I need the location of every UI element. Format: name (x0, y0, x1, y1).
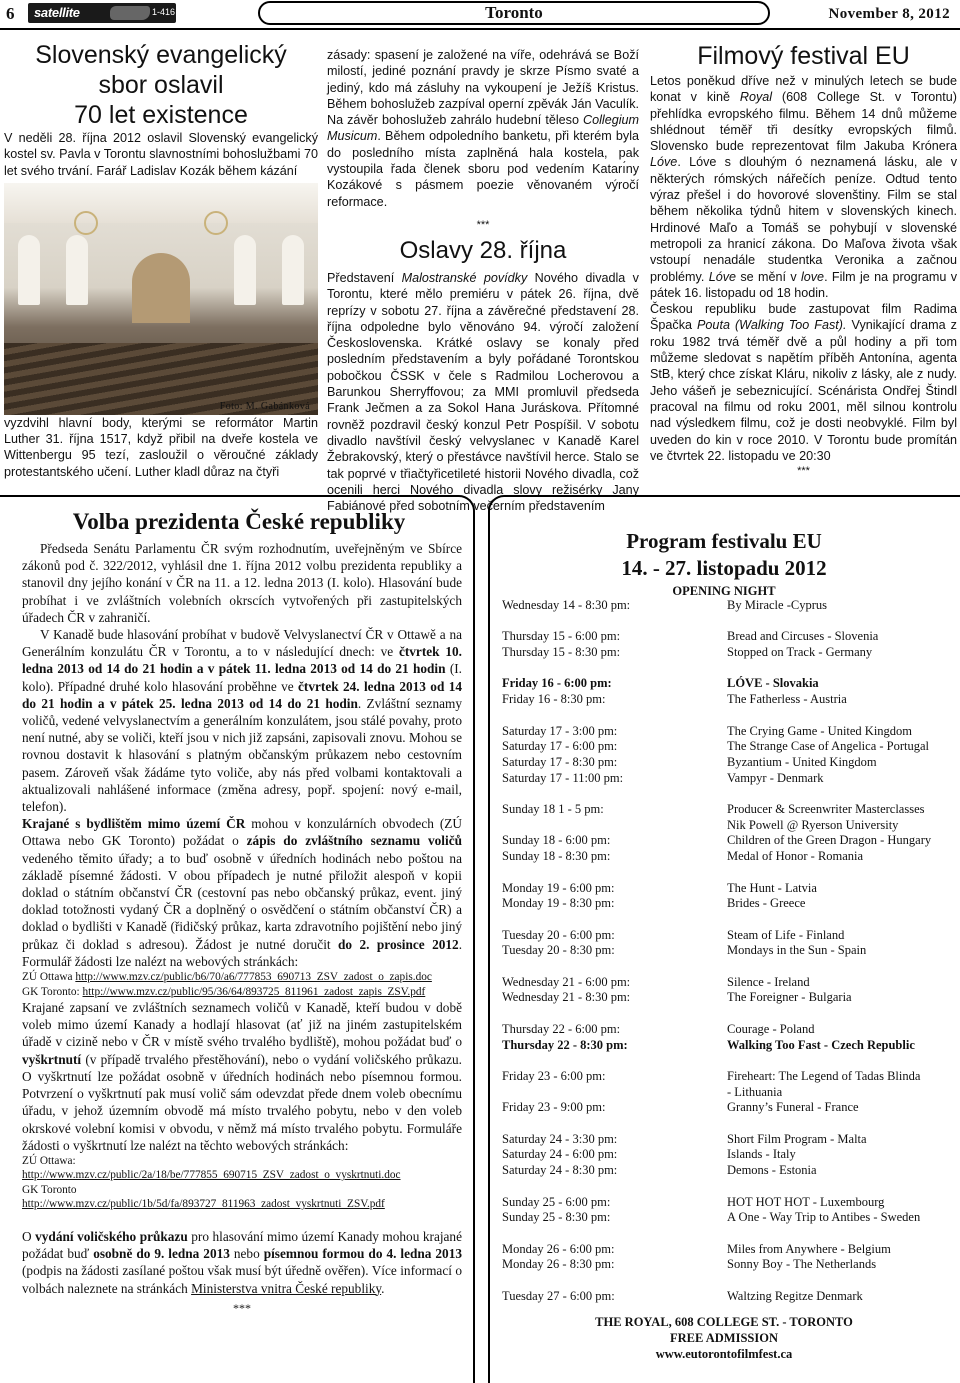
second-round-dates: čtvrtek 24. ledna 2013 od 14 do 21 hodin a v pátek 25. ledna 2013 od 14 do 21 hodin (22, 678, 462, 711)
photo-chandelier (74, 211, 98, 235)
text-run: Nového divadla v Torontu, které mělo premiéru v pátek 26. října, dvě reprízy v sobotu 27. října a závěrečné představení 28. října odpoledne bylo věnováno 94. výročí založení Československa. Krátké oslavy se konaly před posledním představením a byly pořádané Torontskou pobočkou ČSSK v čele s Radmilou Locherovou a Barunkou Sherryffovou; za MMI promluvil předseda Frank Ječmen a za Sokol Hana Juráskova. Přítomné rovněž pozdravil český konzul Petr Pospíšil. V sobotu divadlo navštívil český velvyslanec v Kanadě Karel Žebrakovský, který o přestávce navštívil herce. Stalo se tak poprvé v třiačtyřicetileté historii Nového divadla, což ocenili herci Nového divadla slovy režisérky Jany Fabiánové před sobotním večerním představením (327, 270, 639, 514)
emphasis: vyškrtnutí (22, 1051, 82, 1067)
satellite-logo (28, 3, 176, 23)
screening-film: Nik Powell @ Ryerson University (727, 817, 899, 832)
screening-row (502, 739, 952, 755)
photo-window (282, 235, 304, 305)
screening-row (502, 881, 952, 897)
text-run: Českou republiku bude zastupovat film Radima Špačka (650, 302, 957, 333)
emphasis: osobně do 9. ledna 2013 (93, 1246, 230, 1262)
screening-time: Monday 26 - 8:30 pm: (502, 1257, 615, 1272)
screening-time: Thursday 22 - 6:00 pm: (502, 1021, 621, 1036)
link-line (22, 985, 462, 1000)
screening-film: Medal of Honor - Romania (727, 849, 864, 864)
screening-film: Vampyr - Denmark (727, 770, 824, 785)
schedule-gap (502, 708, 952, 724)
screening-time: Friday 16 - 6:00 pm: (502, 676, 612, 691)
text-run: (I. kolo). Případné druhé kolo hlasování proběhne ve (22, 661, 462, 694)
schedule-gap (502, 1179, 952, 1195)
program-footer (488, 1314, 960, 1362)
text-run: se mění v (736, 269, 801, 284)
screening-film: Courage - Poland (727, 1021, 815, 1036)
text-run: . Během odpoledního banketu, při kterém byla do posledního místa zaplněná hala kostela, pak vystoupila řada členek sboru pod vedením Katarı́ny Kozákové s pásmem poezie věnovaném výročí reformace. (327, 129, 639, 209)
photo-window (18, 235, 40, 305)
registration-link-ottawa[interactable]: http://www.mzv.cz/public/b6/70/a6/777853_690713_ZSV_zadost_o_zapis.doc (75, 971, 432, 984)
screening-row (502, 1147, 952, 1163)
link-label: ZÚ Ottawa: (22, 1154, 76, 1167)
film-title: Lóve (708, 269, 737, 284)
text-run: . Film je na programu v pátek 16. listopadu od 18 hodin. (650, 269, 958, 300)
screening-film: The Foreigner - Bulgaria (727, 990, 852, 1005)
slovak-continuation (327, 47, 639, 210)
screening-time: Friday 16 - 8:30 pm: (502, 692, 606, 707)
film-paragraph-1 (650, 73, 957, 301)
screening-film: Silence - Ireland (727, 974, 810, 989)
screening-time: Sunday 18 - 8:30 pm: (502, 849, 611, 864)
screening-schedule (502, 598, 952, 1304)
schedule-gap (502, 959, 952, 975)
city-banner: Toronto (258, 1, 770, 25)
election-paragraph-2 (22, 626, 462, 815)
screening-time: Monday 19 - 8:30 pm: (502, 896, 615, 911)
schedule-gap (502, 614, 952, 630)
screening-film: Short Film Program - Malta (727, 1131, 867, 1146)
screening-time: Saturday 17 - 8:30 pm: (502, 754, 618, 769)
screening-row (502, 1210, 952, 1226)
screening-time: Saturday 24 - 6:00 pm: (502, 1147, 618, 1162)
film-title: Lóve (650, 155, 678, 170)
oslavy-paragraph (327, 270, 639, 514)
screening-time: Sunday 25 - 6:00 pm: (502, 1194, 611, 1209)
text-run: Letos poněkud dříve než v minulých letech se bude konat v kině (650, 74, 957, 105)
screening-time: Wednesday 14 - 8:30 pm: (502, 598, 631, 612)
screening-row (502, 1242, 952, 1258)
election-paragraph-1: Předseda Senátu Parlamentu ČR svým rozhodnutím, uveřejněným ve Sbírce zákonů pod č. 322/2012, vyhlásil dne 1. října 2012 volbu prezidenta republiky a stanovil dny jejího konání v ČR na 11. a 12. ledna 2013 (I. kolo). Hlasování bude probíhat i ve zvláštních volebních okrscích vytvořených při zastupitelských úřadech ČR v zahraničí. (22, 541, 462, 625)
link-line (22, 970, 462, 985)
text-run: Vynikající drama z roku 1982 trvá téměř dvě a půl hodiny a při tom můžeme sledovat s napětím příběh Antonína, agenta StB, který chce získat Kláru, nikoliv z lásky, ale z nudy. Jeho vášeň je sebeznicující. Scénárista Ondřej Štindl pracoval na filmu od roku 2001, měl silnou kontrolu nad výsledkem filmu, což je dosti neobvyklé. Film byl uveden do kin v roce 2010. V Torontu bude promítán ve čtvrtek 22. listopadu ve 20:30 (650, 318, 957, 463)
election-paragraph-4 (22, 999, 462, 1154)
screening-time: Friday 23 - 6:00 pm: (502, 1068, 606, 1083)
screening-time: Thursday 15 - 8:30 pm: (502, 645, 621, 660)
logo-text: satellite (34, 5, 80, 20)
screening-time: Tuesday 20 - 6:00 pm: (502, 927, 615, 942)
screening-film: Children of the Green Dragon - Hungary (727, 833, 932, 848)
screening-row (502, 1022, 952, 1038)
screening-time: Saturday 24 - 8:30 pm: (502, 1163, 618, 1178)
opening-night-label: OPENING NIGHT (672, 584, 776, 598)
screening-film: - Lithuania (727, 1084, 783, 1099)
film-title: Pouta (Walking Too Fast). (697, 318, 847, 333)
screening-row (502, 1195, 952, 1211)
screening-film: Sonny Boy - The Netherlands (727, 1257, 877, 1272)
screening-film: Steam of Life - Finland (727, 927, 845, 942)
screening-row (502, 975, 952, 991)
schedule-gap (502, 1273, 952, 1289)
link-label: GK Toronto (22, 1183, 77, 1196)
screening-film: Producer & Screenwriter Masterclasses (727, 802, 925, 817)
screening-row (502, 833, 952, 849)
screening-time: Wednesday 21 - 6:00 pm: (502, 974, 631, 989)
photo-altar (132, 253, 190, 323)
text-run: (v případě trvalého přestěhování), nebo o vydání voličského průkazu. O vyškrtnutí lze požádat osobně v úředních hodinách nebo písemnou formou. Potvrzení o vyškrtnutí pak musí volič sám odevzdat přede dnem voleb obecnímu úřadu, v jehož územním obvodě má místo trvalého pobytu, nebo v den voleb okrskové volební komisi v obvodu, v němž má místo trvalého pobytu. Formuláře žádosti o vyškrtnutí lze nalézt na těchto webových stránkách: (22, 1051, 462, 1153)
screening-film: Mondays in the Sun - Spain (727, 943, 867, 958)
screening-film: Demons - Estonia (727, 1163, 817, 1178)
photo-window (66, 235, 88, 305)
screening-time: Saturday 24 - 3:30 pm: (502, 1131, 618, 1146)
venue-address: THE ROYAL, 608 COLLEGE ST. - TORONTO (595, 1315, 853, 1329)
screening-time: Thursday 15 - 6:00 pm: (502, 629, 621, 644)
screening-time: Sunday 25 - 8:30 pm: (502, 1210, 611, 1225)
text-run: Krajané zapsaní ve zvláštních seznamech voličů v Kanadě, kteří budou v době voleb mimo území Kanady a hodlají hlasovat (ať již na jiném zastupitelském úřadě v cizině nebo v ČR v místě svého trvalého bydliště), mohou požádat buď o (22, 1000, 462, 1050)
screening-time (502, 818, 727, 834)
screening-row (502, 943, 952, 959)
photo-chandelier (204, 211, 228, 235)
emphasis: písemnou formou do 4. ledna 2013 (263, 1246, 462, 1262)
word-love: love (800, 269, 825, 284)
section-separator: *** (797, 465, 810, 478)
photo-window (234, 235, 256, 305)
schedule-gap (502, 1006, 952, 1022)
screening-row (502, 1100, 952, 1116)
screening-film: The Hunt - Latvia (727, 880, 817, 895)
text-run: V Kanadě bude hlasování probíhat v budově Velvyslanectví ČR v Ottawě a na Generálním konzulátu ČR v Torontu, a to v následující dnech: ve (22, 627, 462, 660)
link-label: GK Toronto: (22, 985, 83, 998)
screening-row (502, 629, 952, 645)
screening-film: By Miracle -Cyprus (727, 598, 827, 612)
text-run: mohou v konzulárních obvodech (ZÚ Ottawa nebo GK Toronto) požádat o (22, 816, 463, 849)
screening-time: Tuesday 20 - 8:30 pm: (502, 943, 615, 958)
schedule-gap (502, 661, 952, 677)
screening-film: Stopped on Track - Germany (727, 645, 873, 660)
title-line: sbor oslavil (98, 71, 224, 99)
emphasis: vydání voličského průkazu (35, 1228, 188, 1244)
schedule-gap (502, 786, 952, 802)
text-run: . (381, 1280, 385, 1296)
emphasis: zápis do zvláštního seznamu voličů (246, 833, 462, 849)
slovak-article-title (4, 40, 318, 130)
screening-film: Byzantium - United Kingdom (727, 754, 877, 769)
text-run: . Lóve s dlouhým ó neznamená lásku, ale v některých rómských nářečích peníze. Odtud tento výraz přešel i do hovorové slovenštiny. Film se stal během několika týdnů hitem v slovenských kinech. Hrdinové Maľo a Tomáš se pohybují v slovenské metropoli za hranicí zákona. Do Maľova života však vstoupí nenadále studentka Veronika a začnou problémy. (650, 155, 957, 284)
screening-row (502, 692, 952, 708)
screening-row (502, 1069, 952, 1085)
text-run: pro hlasování mimo území Kanady mohou krajané požádat buď (22, 1228, 462, 1262)
removal-link-toronto[interactable]: http://www.mzv.cz/public/1b/5d/fa/893727_811963_zadost_vyskrtnuti_ZSV.pdf (22, 1198, 385, 1211)
screening-film: Bread and Circuses - Slovenia (727, 629, 879, 644)
schedule-gap (502, 1116, 952, 1132)
screening-row (502, 1289, 952, 1305)
text-run: vedeného těmito úřady; a to buď osobně v úředních hodinách nebo poštou na základě písemné žádosti. V obou případech je nutné přiložit alespoň v kopii doklad o státním občanství ČR (cestovní pas nebo občanský průkaz, event. jiný doklad totožnosti vydaný ČR a doplněný o osvědčení o státním občanství ČR) a doklad o bydlišti v Kanadě (řidičský průkaz, karta zdravotního pojištění nebo jiný průkaz či doklad s adresou). Žádost je nutné doručit (22, 850, 462, 952)
screening-film: Islands - Italy (727, 1147, 796, 1162)
screening-row (502, 755, 952, 771)
screening-film: Brides - Greece (727, 896, 806, 911)
screening-film: Waltzing Regitze Denmark (727, 1288, 863, 1303)
text-run: nebo (229, 1246, 264, 1262)
deadline: do 2. prosince 2012 (338, 936, 459, 952)
schedule-gap (502, 912, 952, 928)
screening-row (502, 928, 952, 944)
middle-column (327, 47, 639, 514)
president-election-title: Volba prezidenta České republiky (72, 509, 406, 534)
schedule-gap (502, 1226, 952, 1242)
emphasis: Krajané s bydlištěm mimo území ČR (22, 816, 246, 832)
header-rule (0, 28, 960, 30)
text-run: . Formulář žádosti lze nalézt na webových stránkách: (22, 936, 463, 969)
screening-time: Monday 19 - 6:00 pm: (502, 880, 615, 895)
screening-row (502, 802, 952, 818)
text-run: O (22, 1228, 36, 1244)
slovak-paragraph-2: vyzdvihl hlavní body, kterými se reformátor Martin Luther 31. října 1517, když přibil na dveře kostela ve Wittenbergu 95 tezí, zasloužil o věroučné základy protestantského učení. Luther kladl důraz na čtyři (4, 415, 318, 479)
logo-number: 1-416 (152, 7, 176, 17)
screening-row (502, 896, 952, 912)
screening-row (502, 676, 952, 692)
title-line: Slovenský evangelický (35, 41, 287, 69)
slovak-church-article (4, 40, 318, 480)
screening-film: Miles from Anywhere - Belgium (727, 1241, 891, 1256)
film-festival-title: Filmový festival EU (697, 42, 910, 70)
screening-time: Wednesday 21 - 8:30 pm: (502, 990, 631, 1005)
election-paragraph-5 (22, 1228, 462, 1297)
screening-row (502, 1257, 952, 1273)
festival-website[interactable]: www.eutorontofilmfest.ca (655, 1347, 793, 1361)
text-run: . Zvláštní seznamy voličů, vedené velvyslanectvím a generálním konzulátem, jsou stálé povahy, proto není nutné, aby se voliči, kteří jsou v nich již zapsáni, zapisovali znovu. Mohou se rovnou dostavit k hlasování s platným občanským průkazem nebo cestovním pasem. Zároveň však žádáme tyto voliče, aby nás před volbami kontaktovali a aktualizovali nahlášené informace (změna adresy, popř. spojení: nový e-mail, telefon). (22, 695, 463, 815)
screening-time (502, 1085, 727, 1101)
photo-credit: Foto: M. Gabánková (219, 400, 310, 412)
screening-time: Sunday 18 1 - 5 pm: (502, 802, 604, 817)
screening-film: A One - Way Trip to Antibes - Sweden (727, 1210, 921, 1225)
spacer (22, 1212, 462, 1228)
section-separator: *** (233, 1300, 251, 1315)
screening-time: Saturday 17 - 11:00 pm: (502, 770, 624, 785)
admission-note: FREE ADMISSION (669, 1331, 778, 1345)
screening-row (502, 990, 952, 1006)
screening-film: LÓVE - Slovakia (727, 676, 819, 691)
text-run: Představení (327, 270, 402, 285)
ministry-link[interactable]: Ministerstva vnitra České republiky (191, 1280, 382, 1296)
screening-film: HOT HOT HOT - Luxembourg (727, 1194, 885, 1209)
page-header (0, 0, 960, 30)
screening-time: Saturday 17 - 6:00 pm: (502, 739, 618, 754)
screening-time: Monday 26 - 6:00 pm: (502, 1241, 615, 1256)
cinema-name: Royal (739, 90, 773, 105)
schedule-gap (502, 1053, 952, 1069)
screening-time: Sunday 18 - 6:00 pm: (502, 833, 611, 848)
church-photo (4, 183, 318, 415)
screening-row (502, 849, 952, 865)
film-paragraph-2 (650, 301, 957, 464)
festival-program-title (488, 528, 960, 582)
schedule-gap (502, 865, 952, 881)
screening-time: Thursday 22 - 8:30 pm: (502, 1037, 628, 1052)
first-round-dates: čtvrtek 10. ledna 2013 od 14 do 21 hodin a v pátek 11. ledna 2013 od 14 do 21 hodin (22, 644, 462, 677)
screening-row (502, 645, 952, 661)
film-festival-article (650, 42, 957, 478)
text-run: zásady: spasení je založené na víře, odehrává se Boží milostí, jediné poznání pravdy je skrze Písmo svaté a jediný, kdo má zásluhy na vykoupení je Ježíš Kristus. Během bohoslužeb zazpíval operní zpěvák Ján Vaculík. Na závěr bohoslužeb zahrálo hudební těleso (327, 48, 639, 128)
president-election-body (22, 540, 462, 1315)
program-dates: 14. - 27. listopadu 2012 (621, 556, 827, 580)
screening-row (502, 724, 952, 740)
screening-row (502, 818, 952, 834)
photo-ceiling (4, 183, 318, 223)
election-paragraph-3 (22, 815, 462, 970)
play-title: Malostranské povídky (401, 270, 528, 285)
oslavy-title: Oslavy 28. října (399, 236, 567, 264)
screening-time: Tuesday 27 - 6:00 pm: (502, 1288, 615, 1303)
screening-row (502, 771, 952, 787)
globe-map-icon (110, 6, 150, 20)
screening-film: Granny’s Funeral - France (727, 1100, 859, 1115)
screening-film: The Crying Game - United Kingdom (727, 723, 913, 738)
screening-time: Saturday 17 - 3:00 pm: (502, 723, 618, 738)
screening-film: Fireheart: The Legend of Tadas Blinda (727, 1068, 921, 1083)
screening-row (502, 598, 952, 614)
ensemble-name: Collegium Musicum (327, 113, 639, 144)
removal-link-ottawa[interactable]: http://www.mzv.cz/public/2a/18/be/777855_690715_ZSV_zadost_o_vyskrtnuti.doc (22, 1169, 401, 1182)
title-line: 70 let existence (74, 101, 248, 129)
text-run: (608 College St. v Torontu) přehlídka evropského filmu. Během 14 dnů můžeme shlédnout téměř tři desítky evropských filmů. Slovensko bude reprezentovat film Jakuba Krónera (650, 90, 957, 154)
screening-row (502, 1163, 952, 1179)
section-separator: *** (476, 218, 490, 231)
slovak-paragraph-1: V neděli 28. října 2012 oslavil Slovenský evangelický kostel sv. Pavla v Torontu slavnostními bohoslužbami 70 let svého trvání. Farář Ladislav Kozák během kázání (4, 131, 318, 178)
page-number: 6 (6, 4, 15, 23)
screening-time: Friday 23 - 9:00 pm: (502, 1100, 606, 1115)
screening-film: The Fatherless - Austria (727, 692, 847, 707)
registration-link-toronto[interactable]: http://www.mzv.cz/public/95/36/64/893725_811961_zadost_zapis_ZSV.pdf (82, 985, 426, 998)
screening-row (502, 1085, 952, 1101)
text-run: (podpis na žádosti zasílané poštou však musí být úředně ověřen). Více informací o volbách naleznete na stránkách (22, 1263, 462, 1296)
screening-film: Walking Too Fast - Czech Republic (727, 1037, 915, 1052)
program-title-line: Program festivalu EU (626, 529, 822, 553)
screening-row (502, 1038, 952, 1054)
link-label: ZÚ Ottawa (22, 971, 76, 984)
screening-row (502, 1132, 952, 1148)
issue-date: November 8, 2012 (828, 6, 950, 22)
screening-film: The Strange Case of Angelica - Portugal (727, 739, 930, 754)
